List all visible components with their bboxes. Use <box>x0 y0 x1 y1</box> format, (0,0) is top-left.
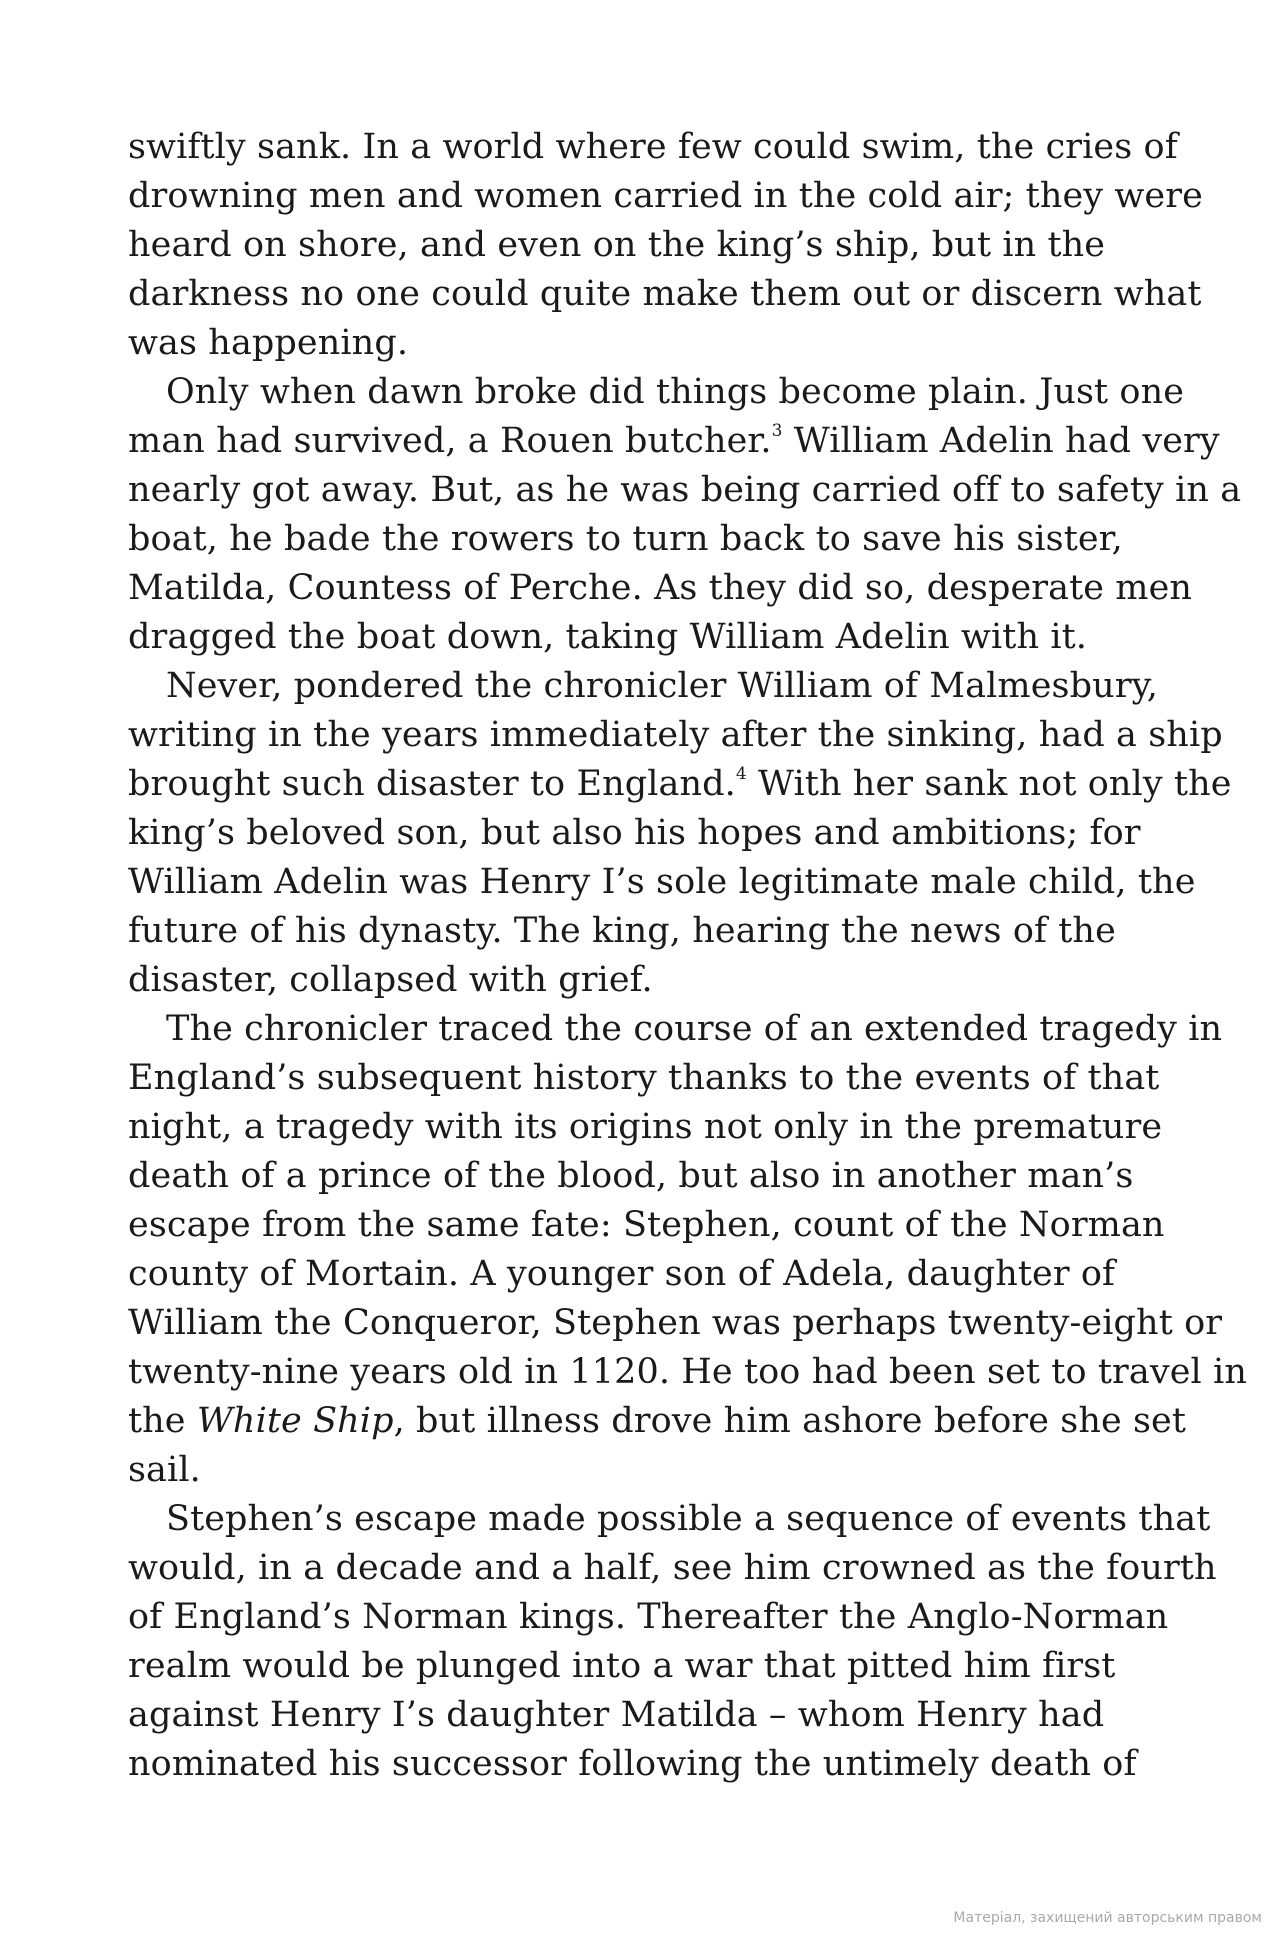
paragraph <box>128 1495 1217 1789</box>
text-segment: would, in a decade and a half, see him crowned as the fourth <box>128 1548 1217 1588</box>
text-line <box>128 1348 1247 1397</box>
text-line <box>128 907 1168 956</box>
text-segment: dragged the boat down, taking William Adelin with it. <box>128 617 1087 657</box>
text-line <box>128 613 1168 662</box>
text-segment: against Henry I’s daughter Matilda – whom Henry had <box>128 1695 1105 1735</box>
text-segment: , but illness drove him ashore before she set <box>393 1401 1187 1441</box>
text-line <box>128 1446 1168 1495</box>
text-line <box>128 1152 1168 1201</box>
text-segment: man had survived, a Rouen butcher. <box>128 421 772 461</box>
text-line <box>128 662 1168 711</box>
text-segment: drowning men and women carried in the cold air; they were <box>128 176 1203 216</box>
text-line <box>128 368 1185 417</box>
footnote-marker: 3 <box>771 421 783 442</box>
text-line <box>128 270 1202 319</box>
text-line <box>128 711 1223 760</box>
text-line <box>128 1642 1168 1691</box>
text-line <box>128 172 1203 221</box>
text-line <box>128 760 1232 809</box>
text-segment: With her sank not only the <box>746 764 1232 804</box>
copyright-watermark: Матеріал, захищений авторським правом <box>953 1910 1262 1926</box>
italic-title: White Ship <box>196 1401 394 1441</box>
text-segment: writing in the years immediately after the sinking, had a ship <box>128 715 1223 755</box>
text-line <box>128 1005 1223 1054</box>
text-segment: future of his dynasty. The king, hearing the news of the <box>128 911 1116 951</box>
text-line <box>128 1740 1168 1789</box>
text-line <box>128 1544 1217 1593</box>
text-segment: heard on shore, and even on the king’s ship, but in the <box>128 225 1106 265</box>
text-segment: The chronicler traced the course of an extended tragedy in <box>166 1009 1223 1049</box>
text-line <box>128 1250 1168 1299</box>
page-body <box>128 123 1247 1789</box>
text-segment: the <box>128 1401 197 1441</box>
text-line <box>128 1201 1168 1250</box>
text-segment: boat, he bade the rowers to turn back to save his sister, <box>128 519 1123 559</box>
text-line <box>128 1299 1223 1348</box>
text-segment: sail. <box>128 1450 201 1490</box>
text-segment: William Adelin had very <box>782 421 1220 461</box>
text-segment: swiftly sank. In a world where few could swim, the cries of <box>128 127 1178 167</box>
text-segment: brought such disaster to England. <box>128 764 736 804</box>
text-line <box>128 123 1178 172</box>
text-line <box>128 1054 1168 1103</box>
text-line <box>128 417 1220 466</box>
text-segment: escape from the same fate: Stephen, count of the Norman <box>128 1205 1165 1245</box>
text-segment: death of a prince of the blood, but also in another man’s <box>128 1156 1134 1196</box>
text-segment: disaster, collapsed with grief. <box>128 960 653 1000</box>
text-segment: nominated his successor following the untimely death of <box>128 1744 1137 1784</box>
text-segment: twenty-nine years old in 1120. He too had been set to travel in <box>128 1352 1247 1392</box>
text-line <box>128 1397 1187 1446</box>
text-segment: realm would be plunged into a war that pitted him first <box>128 1646 1116 1686</box>
text-line <box>128 858 1196 907</box>
paragraph <box>128 123 1203 368</box>
paragraph <box>128 1005 1247 1495</box>
text-line <box>128 1691 1168 1740</box>
text-segment: was happening. <box>128 323 409 363</box>
text-segment: William the Conqueror, Stephen was perhaps twenty-eight or <box>128 1303 1223 1343</box>
text-segment: Never, pondered the chronicler William of Malmesbury, <box>166 666 1159 706</box>
text-line <box>128 809 1168 858</box>
text-segment: of England’s Norman kings. Thereafter the Anglo-Norman <box>128 1597 1169 1637</box>
text-line <box>128 1495 1211 1544</box>
text-segment: England’s subsequent history thanks to the events of that <box>128 1058 1160 1098</box>
text-segment: night, a tragedy with its origins not only in the premature <box>128 1107 1163 1147</box>
text-segment: king’s beloved son, but also his hopes and ambitions; for <box>128 813 1141 853</box>
text-segment: Only when dawn broke did things become plain. Just one <box>166 372 1185 412</box>
text-segment: darkness no one could quite make them out or discern what <box>128 274 1202 314</box>
text-line <box>128 564 1193 613</box>
text-segment: Matilda, Countess of Perche. As they did so, desperate men <box>128 568 1193 608</box>
text-line <box>128 956 1168 1005</box>
text-line <box>128 319 1168 368</box>
text-line <box>128 221 1168 270</box>
text-line <box>128 1593 1168 1642</box>
text-segment: William Adelin was Henry I’s sole legitimate male child, the <box>128 862 1196 902</box>
text-segment: Stephen’s escape made possible a sequence of events that <box>166 1499 1211 1539</box>
paragraph <box>128 662 1232 1005</box>
text-line <box>128 466 1242 515</box>
footnote-marker: 4 <box>735 764 747 785</box>
text-segment: nearly got away. But, as he was being carried off to safety in a <box>128 470 1242 510</box>
text-line <box>128 515 1168 564</box>
text-line <box>128 1103 1168 1152</box>
paragraph <box>128 368 1242 662</box>
text-segment: county of Mortain. A younger son of Adela, daughter of <box>128 1254 1116 1294</box>
